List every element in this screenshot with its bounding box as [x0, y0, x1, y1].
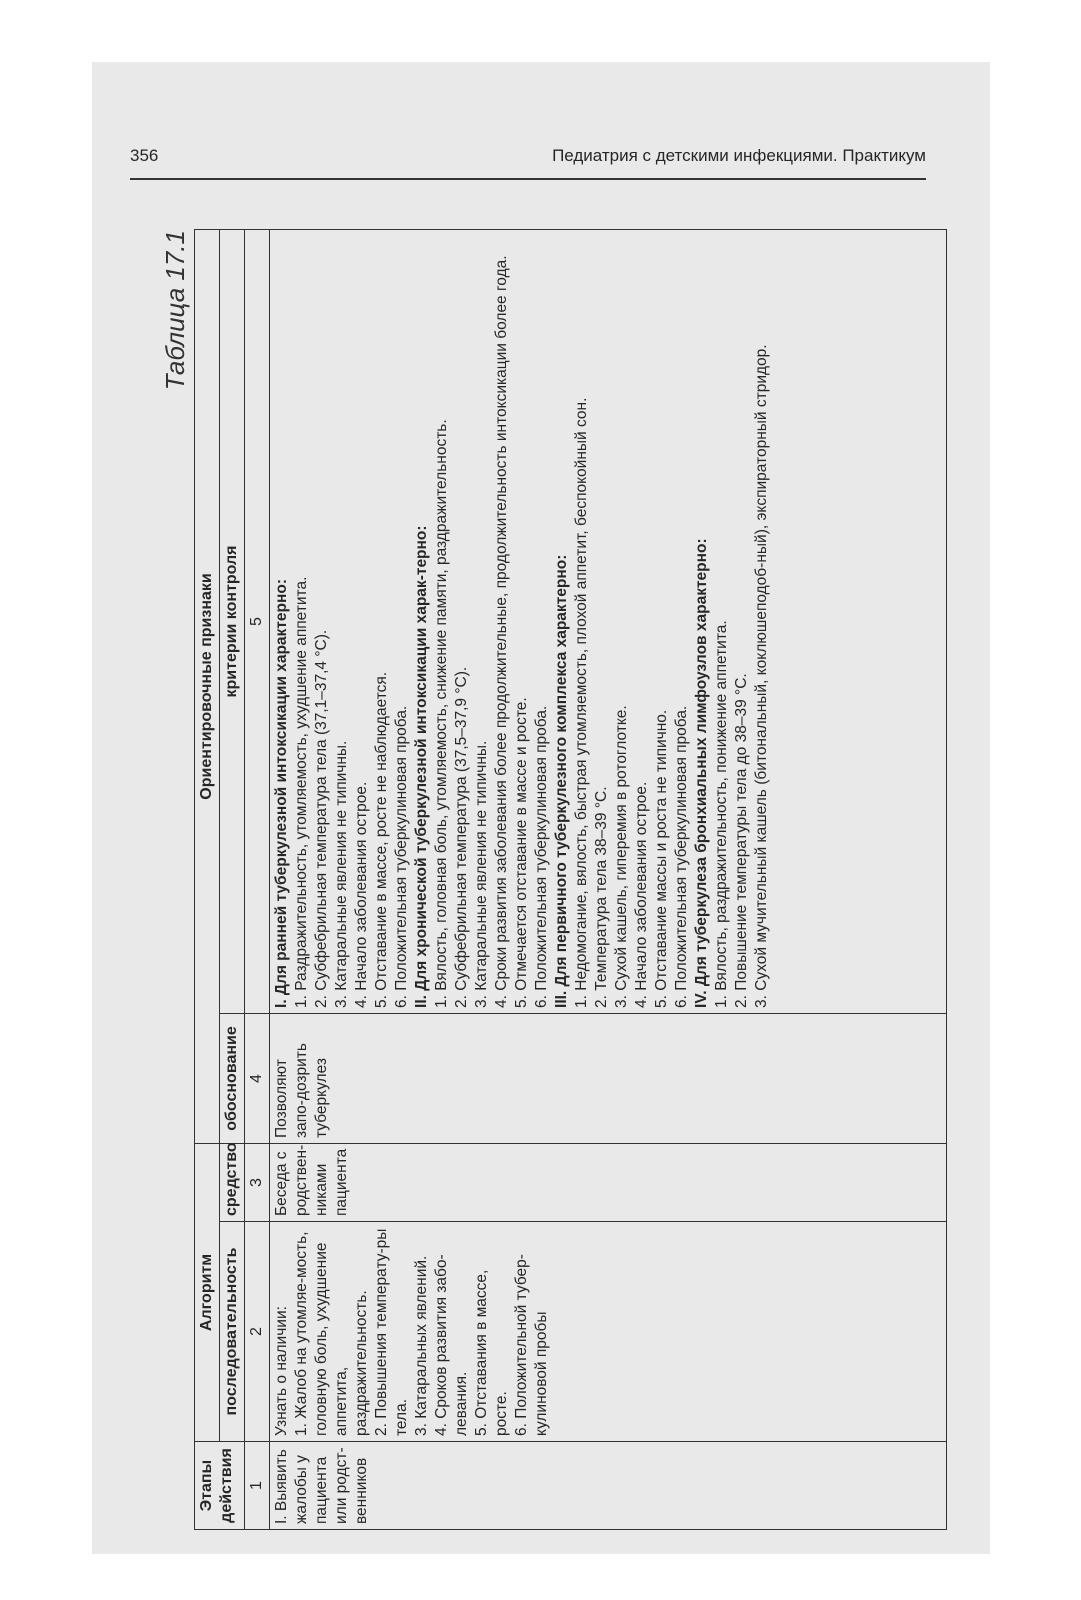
sequence-line: 2. Повышения температу-ры тела.	[373, 1228, 410, 1436]
col-number: 1	[245, 1442, 270, 1530]
criteria-heading: IV. Для туберкулеза бронхиальных лимфоузлов характерно:	[693, 538, 710, 1008]
criteria-item: 1. Раздражительность, утомляемость, ухудшение аппетита.	[293, 576, 310, 1008]
criteria-heading: III. Для первичного туберкулезного комплекса характерно:	[553, 554, 570, 1008]
criteria-item: 2. Температура тела 38–39 °С.	[593, 786, 610, 1008]
header-sequence: последовательность	[220, 1222, 245, 1442]
criteria-item: 2. Повышение температуры тела до 38–39 °С.	[733, 673, 750, 1008]
table-row	[270, 229, 947, 1529]
criteria-item: 5. Отставание массы и роста не типично.	[653, 709, 670, 1008]
criteria-item: 6. Положительная туберкулиновая проба.	[533, 705, 550, 1008]
header-divider	[130, 178, 926, 180]
means-cell: Беседа с родствен-никами пациента	[270, 1143, 947, 1221]
criteria-item: 4. Начало заболевания острое.	[353, 781, 370, 1008]
book-title: Педиатрия с детскими инфекциями. Практикум	[552, 146, 926, 165]
header-algorithm: Алгоритм	[195, 1143, 220, 1441]
col-number: 4	[245, 1013, 270, 1143]
criteria-item: 6. Положительная туберкулиновая проба.	[393, 705, 410, 1008]
sequence-line: 5. Отставания в массе, росте.	[473, 1269, 510, 1436]
sequence-line: 1. Жалоб на утомляе-мость, головную боль, ухудшение аппетита, раздражительность.	[293, 1231, 370, 1436]
algorithm-table	[194, 229, 947, 1530]
header-orienting: Ориентировочные признаки	[195, 229, 220, 1143]
sequence-line: Узнать о наличии:	[273, 1306, 290, 1436]
criteria-heading: II. Для хронической туберкулезной интоксикации харак-терно:	[413, 525, 430, 1008]
page-number: 356	[130, 146, 159, 165]
criteria-item: 3. Катаральные явления не типичны.	[473, 740, 490, 1008]
col-number: 2	[245, 1222, 270, 1442]
criteria-item: 4. Сроки развития заболевания более продолжительные, продолжительность интоксикации более года.	[493, 255, 510, 1008]
header-rationale: обоснование	[220, 1013, 245, 1143]
criteria-item: 4. Начало заболевания острое.	[633, 781, 650, 1008]
sequence-line: 3. Катаральных явлений.	[413, 1255, 430, 1436]
col-number: 3	[245, 1143, 270, 1221]
criteria-cell	[270, 229, 947, 1013]
rationale-cell: Позволяют запо-дозрить туберкулез	[270, 1013, 947, 1143]
sequence-line: 6. Положительной тубер-кулиновой пробы	[513, 1254, 550, 1436]
criteria-item: 3. Сухой кашель, гиперемия в ротоглотке.	[613, 705, 630, 1008]
criteria-heading: I. Для ранней туберкулезной интоксикации характерно:	[273, 579, 290, 1008]
criteria-item: 3. Катаральные явления не типичны.	[333, 740, 350, 1008]
criteria-item: 6. Положительная туберкулиновая проба.	[673, 705, 690, 1008]
header-means: средство	[220, 1143, 245, 1221]
sequence-line: 4. Сроков развития забо-левания.	[433, 1254, 470, 1436]
criteria-item: 2. Субфебрильная температура (37,5–37,9 °С).	[453, 666, 470, 1008]
header-criteria: критерии контроля	[220, 229, 245, 1013]
rotated-table-block	[160, 230, 930, 1530]
table-caption: Таблица 17.1	[160, 230, 190, 391]
criteria-item: 5. Отмечается отставание в массе и росте.	[513, 697, 530, 1008]
stage-cell: I. Выявить жалобы у пациента или родст-венников	[270, 1442, 947, 1530]
criteria-item: 1. Вялость, раздражительность, понижение аппетита.	[713, 620, 730, 1008]
criteria-item: 3. Сухой мучительный кашель (битональный, коклюшеподоб-ный), экспираторный стридор.	[753, 344, 770, 1008]
col-number: 5	[245, 229, 270, 1013]
header-stages: Этапы действия	[195, 1442, 245, 1530]
criteria-item: 1. Вялость, головная боль, утомляемость, снижение памяти, раздражительность.	[433, 419, 450, 1008]
criteria-item: 2. Субфебрильная температура тела (37,1–37,4 °С).	[313, 629, 330, 1008]
criteria-item: 5. Отставание в массе, росте не наблюдается.	[373, 671, 390, 1008]
sequence-cell	[270, 1222, 947, 1442]
criteria-item: 1. Недомогание, вялость, быстрая утомляемость, плохой аппетит, беспокойный сон.	[573, 397, 590, 1008]
